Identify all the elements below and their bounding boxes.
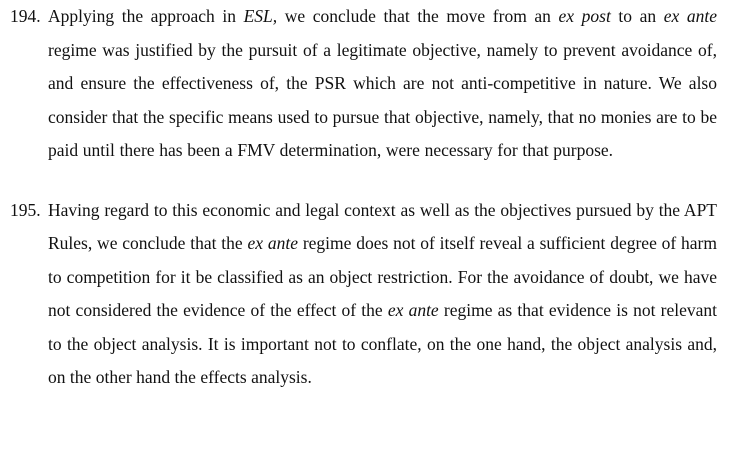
paragraph-text: Having regard to this economic and legal context as well as the objectives pursued by the APT Rules, we conclude that the ex ante regime does not of itself reveal a sufficient degree of harm to competition for it be classified as an object restriction. For the avoidance of doubt, we have not considered the evidence of the effect of the ex ante regime as that evidence is not relevant to the object analysis. It is important not to conflate, on the one hand, the object analysis and, on the other hand the effects analysis.	[48, 199, 718, 387]
paragraph-number: 194.	[10, 6, 41, 26]
paragraph-number: 195.	[10, 199, 41, 220]
paragraph-text: Applying the approach in ESL, we conclude that the move from an ex post to an ex ante regime was justified by the pursuit of a legitimate objective, namely to prevent avoidance of, and ensure the effectiveness of, the PSR which are not anti-competitive in nature. We also consider that the specific means used to pursue that objective, namely, that no monies are to be paid until there has been a FMV determination, were necessary for that purpose.	[48, 6, 717, 160]
numbered-paragraph	[0, 0, 730, 168]
numbered-paragraph	[0, 194, 730, 395]
